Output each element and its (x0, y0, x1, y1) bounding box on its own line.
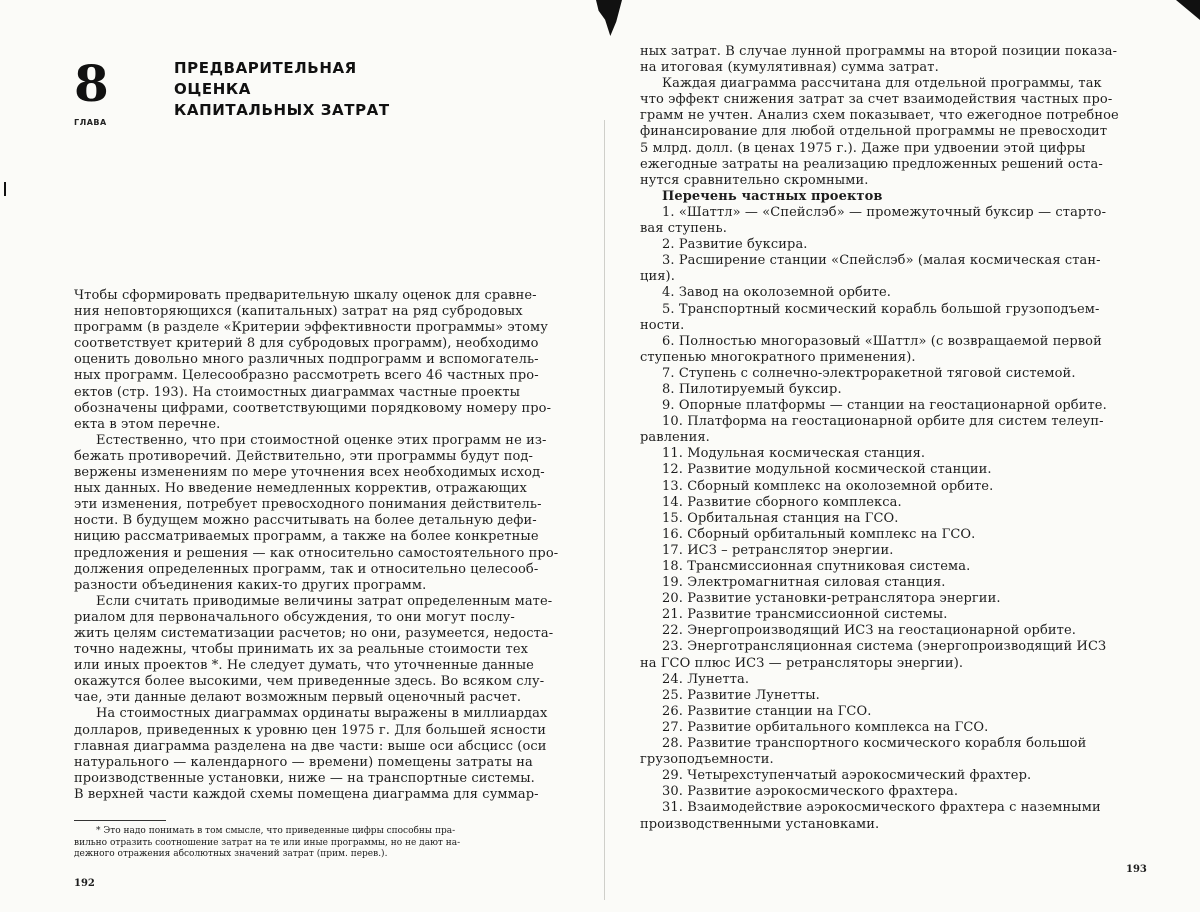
project-list-item: 25. Развитие Лунетты. (662, 687, 820, 703)
project-list-item: 15. Орбитальная станция на ГСО. (662, 510, 899, 526)
project-list-item: 13. Сборный комплекс на околоземной орбите. (662, 478, 994, 494)
text-line: ступенью многократного применения). (640, 349, 916, 365)
chapter-title-line: ПРЕДВАРИТЕЛЬНАЯ (174, 59, 357, 77)
project-list-item: 11. Модульная космическая станция. (662, 446, 926, 462)
project-list-item: 17. ИСЗ – ретранслятор энергии. (662, 542, 894, 558)
project-list-item: 23. Энерготрансляционная система (энергопроизводящий ИСЗ (662, 639, 1107, 655)
footnote-divider (74, 820, 166, 821)
text-line: обозначены цифрами, соответствующими порядковому номеру про- (74, 400, 552, 416)
text-line: точно надежны, чтобы принимать их за реальные стоимости тех (74, 642, 529, 658)
text-line: грузоподъемности. (640, 752, 774, 768)
section-heading: Перечень частных проектов (662, 188, 883, 204)
project-list-item: 6. Полностью многоразовый «Шаттл» (с возвращаемой первой (662, 333, 1102, 349)
project-list-item: 1. «Шаттл» — «Спейслэб» — промежуточный буксир — старто- (662, 204, 1107, 220)
project-list-item: 18. Трансмиссионная спутниковая система. (662, 559, 971, 574)
text-line: главная диаграмма разделена на две части: выше оси абсцисс (оси (74, 738, 547, 754)
project-list-item: 21. Развитие трансмиссионной системы. (662, 607, 948, 623)
text-line: производственными установками. (640, 816, 880, 832)
project-list-item: 14. Развитие сборного комплекса. (662, 494, 902, 510)
left-page-number: 192 (74, 878, 95, 889)
text-line: разности объединения каких-то других программ. (74, 577, 427, 593)
right-body-text (640, 44, 1152, 833)
text-line: чае, эти данные делают возможным первый оценочный расчет. (74, 690, 522, 706)
text-line: ных программ. Целесообразно рассмотреть всего 46 частных про- (74, 368, 539, 384)
footnote-line: * Это надо понимать в том смысле, что приведенные цифры способны пра- (96, 826, 456, 836)
text-line: бежать противоречий. Действительно, эти программы будут под- (74, 448, 534, 464)
text-line: эти изменения, потребует превосходного понимания действитель- (74, 497, 542, 513)
text-line: предложения и решения — как относительно самостоятельного про- (74, 545, 559, 561)
text-line: вержены изменениям по мере уточнения всех необходимых исход- (74, 465, 545, 481)
text-line: ных данных. Но введение немедленных корректив, отражающих (74, 481, 527, 497)
project-list-item: 24. Лунетта. (662, 671, 750, 687)
scan-artifact (4, 182, 6, 196)
text-line: или иных проектов *. Не следует думать, что уточненные данные (74, 658, 534, 674)
project-list-item: 27. Развитие орбитального комплекса на ГСО. (662, 719, 989, 735)
project-list-item: 29. Четырехступенчатый аэрокосмический фрахтер. (662, 768, 1032, 784)
text-line: ция). (640, 269, 675, 285)
project-list-item: 22. Энергопроизводящий ИСЗ на геостационарной орбите. (662, 623, 1076, 639)
project-list-item: 26. Развитие станции на ГСО. (662, 703, 872, 719)
project-list-item: 16. Сборный орбитальный комплекс на ГСО. (662, 526, 976, 542)
project-list-item: 2. Развитие буксира. (662, 237, 808, 253)
text-line: программ (в разделе «Критерии эффективности программы» этому (74, 320, 548, 336)
project-list-item: 30. Развитие аэрокосмического фрахтера. (662, 784, 959, 800)
text-line: На стоимостных диаграммах ординаты выражены в миллиардах (96, 706, 548, 722)
text-line: ности. (640, 317, 685, 333)
left-body-text (74, 288, 586, 803)
text-line: 5 млрд. долл. (в ценах 1975 г.). Даже при удвоении этой цифры (640, 140, 1086, 156)
text-line: Чтобы сформировать предварительную шкалу оценок для сравне- (74, 288, 537, 303)
text-line: должения определенных программ, так и относительно целесооб- (74, 561, 539, 577)
chapter-title-line: ОЦЕНКА (174, 80, 251, 98)
project-list-item: 5. Транспортный космический корабль большой грузоподъем- (662, 301, 1100, 317)
project-list-item: 20. Развитие установки-ретранслятора энергии. (662, 591, 1001, 607)
text-line: риалом для первоначального обсуждения, то они могут послу- (74, 609, 515, 625)
text-line: ектов (стр. 193). На стоимостных диаграммах частные проекты (74, 384, 521, 400)
text-line: равления. (640, 430, 710, 446)
chapter-number: 8 (74, 54, 109, 113)
text-line: оценить довольно много различных подпрограмм и вспомогатель- (74, 352, 539, 368)
project-list-item: 3. Расширение станции «Спейслэб» (малая космическая стан- (662, 253, 1101, 269)
chapter-title (174, 58, 474, 121)
project-list-item: 4. Завод на околоземной орбите. (662, 285, 892, 301)
text-line: финансирование для любой отдельной программы не превосходит (640, 124, 1108, 140)
text-line: окажутся более высокими, чем приведенные здесь. Во всяком слу- (74, 674, 545, 690)
text-line: что эффект снижения затрат за счет взаимодействия частных про- (640, 92, 1113, 108)
project-list-item: 8. Пилотируемый буксир. (662, 381, 842, 397)
text-line: жить целям систематизации расчетов; но они, разумеется, недоста- (74, 625, 554, 641)
text-line: ных затрат. В случае лунной программы на второй позиции показа- (640, 44, 1118, 59)
text-line: натурального — календарного — времени) помещены затраты на (74, 754, 533, 770)
project-list-item: 9. Опорные платформы — станции на геостационарной орбите. (662, 398, 1107, 414)
text-line: на итоговая (кумулятивная) сумма затрат. (640, 60, 939, 76)
text-line: екта в этом перечне. (74, 416, 221, 432)
project-list-item: 12. Развитие модульной космической станции. (662, 462, 992, 478)
text-line: соответствует критерий 8 для субродовых программ), необходимо (74, 336, 539, 352)
text-line: Естественно, что при стоимостной оценке этих программ не из- (96, 432, 547, 448)
text-line: ницию рассматриваемых программ, а также на более конкретные (74, 529, 539, 545)
chapter-label: ГЛАВА (74, 118, 107, 127)
text-line: ности. В будущем можно рассчитывать на более детальную дефи- (74, 513, 537, 529)
footnote (74, 826, 594, 861)
text-line: В верхней части каждой схемы помещена диаграмма для суммар- (74, 786, 539, 802)
text-line: на ГСО плюс ИСЗ — ретрансляторы энергии). (640, 655, 964, 671)
footnote-line: вильно отразить соотношение затрат на те или иные программы, но не дают на- (74, 837, 461, 848)
right-page-number: 193 (1126, 864, 1147, 875)
text-line: ежегодные затраты на реализацию предложенных решений оста- (640, 156, 1103, 172)
project-list-item: 31. Взаимодействие аэрокосмического фрахтера с наземными (662, 800, 1101, 816)
text-line: нутся сравнительно скромными. (640, 172, 869, 188)
text-line: долларов, приведенных к уровню цен 1975 г. Для большей ясности (74, 722, 546, 738)
text-line: Если считать приводимые величины затрат определенным мате- (96, 593, 553, 609)
chapter-title-line: КАПИТАЛЬНЫХ ЗАТРАТ (174, 101, 390, 119)
project-list-item: 28. Развитие транспортного космического корабля большой (662, 736, 1087, 752)
text-line: ния неповторяющихся (капитальных) затрат на ряд субродовых (74, 304, 523, 320)
text-line: вая ступень. (640, 221, 727, 237)
footnote-line: дежного отражения абсолютных значений затрат (прим. перев.). (74, 849, 388, 859)
project-list-item: 10. Платформа на геостационарной орбите для систем телеуп- (662, 414, 1104, 430)
text-line: грамм не учтен. Анализ схем показывает, что ежегодное потребное (640, 108, 1119, 124)
project-list-item: 19. Электромагнитная силовая станция. (662, 575, 946, 591)
project-list-item: 7. Ступень с солнечно-электроракетной тяговой системой. (662, 365, 1076, 381)
text-line: Каждая диаграмма рассчитана для отдельной программы, так (662, 76, 1102, 92)
text-line: производственные установки, ниже — на транспортные системы. (74, 770, 535, 786)
page-gutter (604, 120, 605, 900)
